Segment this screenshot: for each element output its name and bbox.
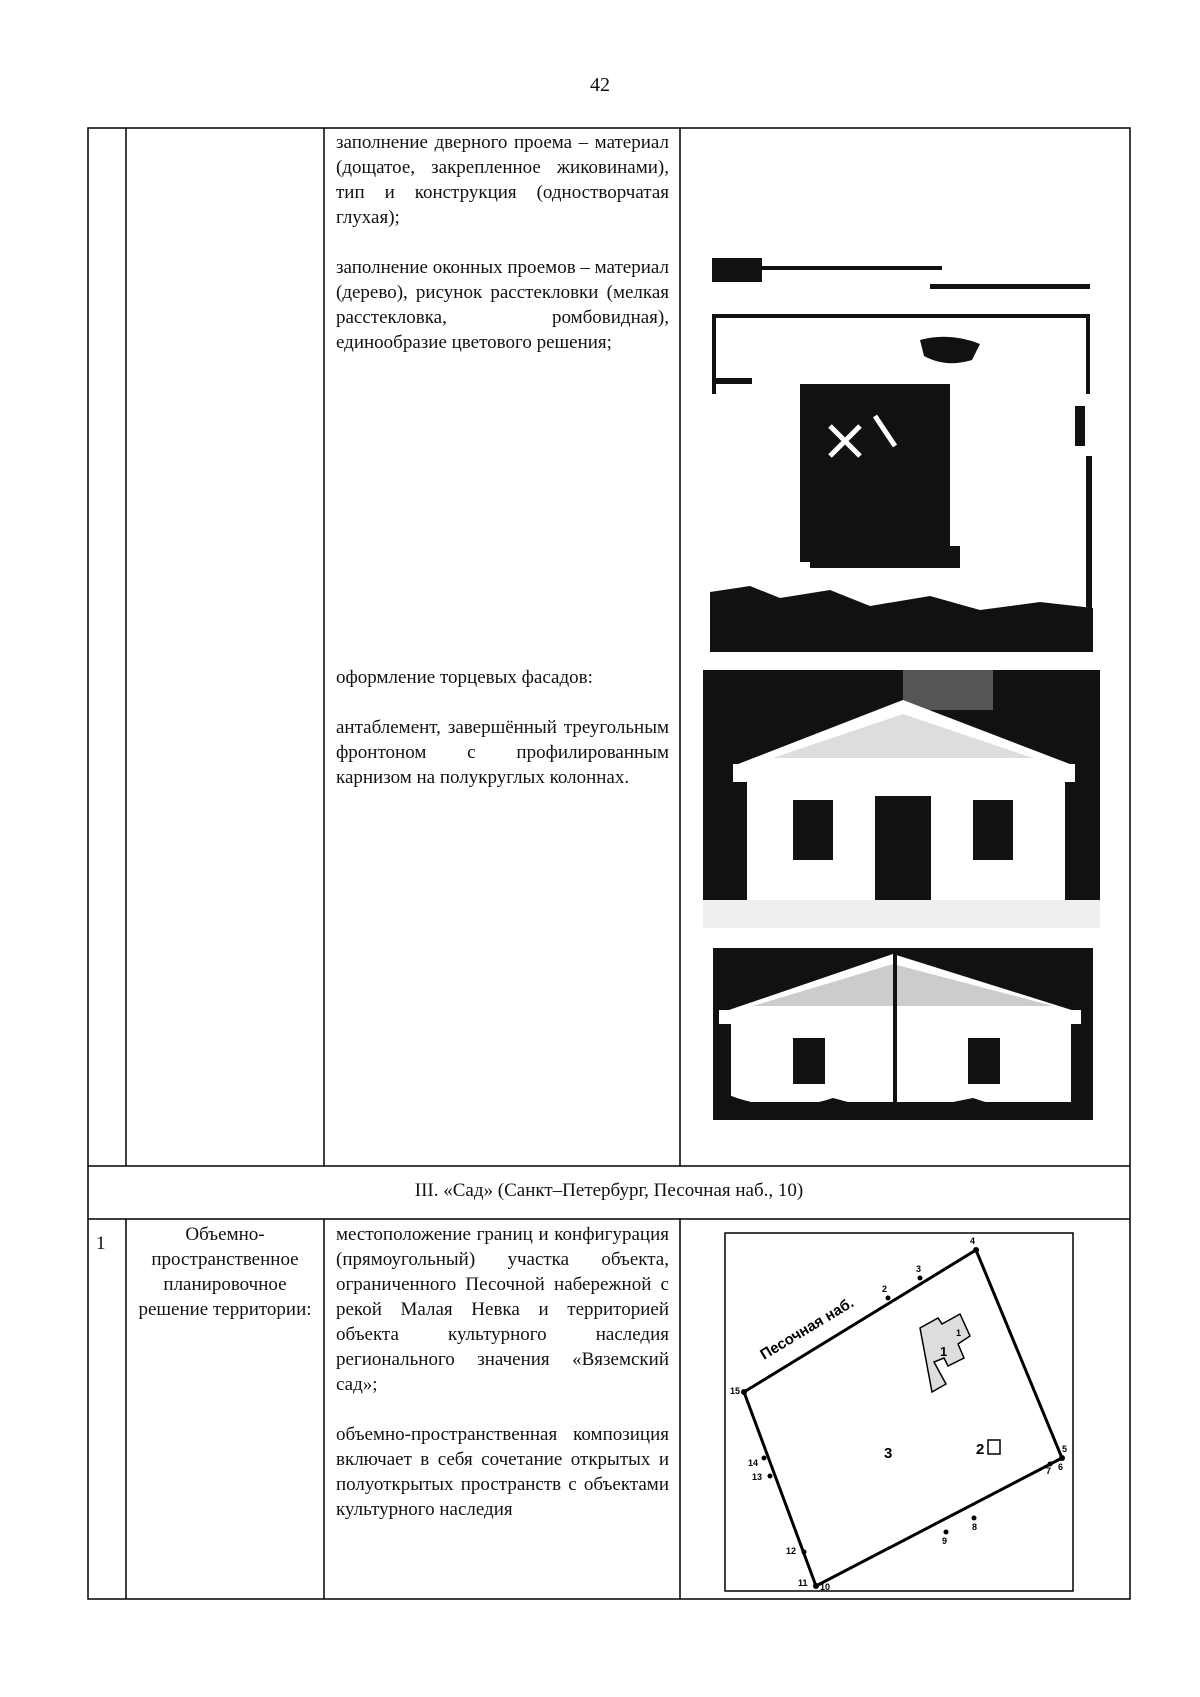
point-label-5: 5 <box>1062 1444 1068 1454</box>
point-label-15: 15 <box>730 1386 741 1396</box>
point-label-1: 1 <box>956 1328 962 1338</box>
point-label-12: 12 <box>786 1546 797 1556</box>
requirements-garden <box>336 1222 669 1522</box>
zone-label-3: 3 <box>884 1445 893 1462</box>
end-facade-photo-1 <box>703 670 1100 928</box>
point-label-8: 8 <box>972 1522 978 1532</box>
site-plan <box>724 1232 1074 1592</box>
requirement-boundaries: местоположение границ и конфигурация (прямоугольный) участка объекта, ограниченного Песочной набережной с рекой Малая Невка и территорией объекта культурного наследия регионального значения «Вяземский сад»; <box>336 1224 669 1395</box>
window-photo <box>710 256 1093 652</box>
row-subject: Объемно-пространственное планировочное решение территории: <box>138 1224 312 1320</box>
point-label-7: 7 <box>1046 1466 1052 1476</box>
requirements-facades <box>336 665 669 790</box>
row-number: 1 <box>96 1233 106 1254</box>
point-label-11: 11 <box>798 1578 808 1588</box>
point-label-13: 13 <box>752 1472 763 1482</box>
zone-label-2: 2 <box>976 1441 985 1458</box>
point-label-14: 14 <box>748 1458 759 1468</box>
zone-label-1: 1 <box>940 1344 948 1359</box>
point-label-2: 2 <box>882 1284 888 1294</box>
requirements-upper <box>336 130 669 355</box>
requirement-windows: заполнение оконных проемов – материал (дерево), рисунок расстекловки (мелкая расстекловка, ромбовидная), единообразие цветового решения; <box>336 257 669 353</box>
point-label-9: 9 <box>942 1536 948 1546</box>
requirement-composition: объемно-пространственная композиция включает в себя сочетание открытых и полуоткрытых пространств с объектами культурного наследия <box>336 1424 669 1520</box>
requirement-facades-title: оформление торцевых фасадов: <box>336 667 593 688</box>
end-facade-photo-2 <box>713 948 1093 1120</box>
section-header: III. «Сад» (Санкт–Петербург, Песочная наб., 10) <box>414 1180 804 1201</box>
page-number: 42 <box>590 74 610 96</box>
point-label-4: 4 <box>970 1236 976 1246</box>
requirement-entablature: антаблемент, завершённый треугольным фронтоном с профилированным карнизом на полукруглых колоннах. <box>336 717 669 788</box>
requirement-door: заполнение дверного проема – материал (дощатое, закрепленное жиковинами), тип и конструкция (одностворчатая глухая); <box>336 132 669 228</box>
point-label-6: 6 <box>1058 1462 1064 1472</box>
point-label-3: 3 <box>916 1264 922 1274</box>
street-label: Песочная наб. <box>757 1294 857 1364</box>
point-label-10: 10 <box>820 1582 831 1592</box>
